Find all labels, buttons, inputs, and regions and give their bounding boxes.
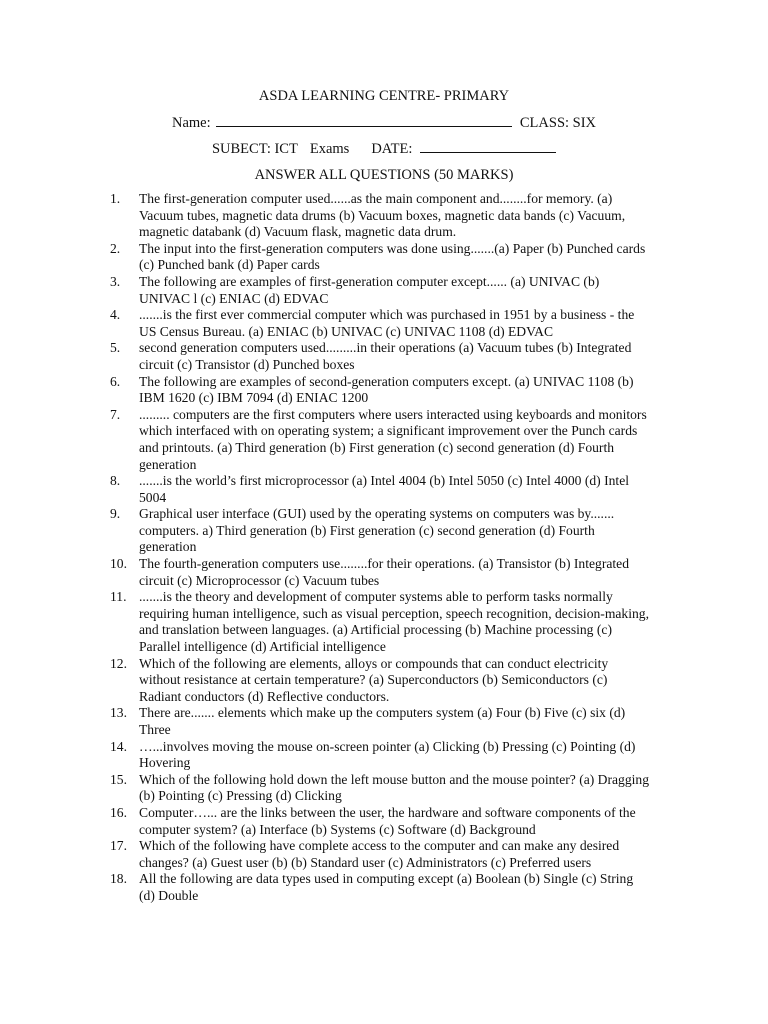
question-text-line: and translation between languages. (a) Artificial processing (b) Machine processing (c) bbox=[139, 622, 612, 638]
question-item bbox=[0, 871, 673, 904]
question-text-line: requiring human intelligence, such as visual perception, speech recognition, decision-making, bbox=[139, 605, 649, 621]
question-number: 1. bbox=[110, 191, 121, 206]
question-text-line: Graphical user interface (GUI) used by the operating systems on computers was by....... bbox=[139, 506, 615, 522]
question-number: 9. bbox=[110, 506, 121, 522]
question-item bbox=[0, 407, 673, 473]
question-text-line: All the following are data types used in computing except (a) Boolean (b) Single (c) String bbox=[139, 871, 634, 887]
question-text-line: ......... computers are the first computers where users interacted using keyboards and monitors bbox=[139, 406, 647, 422]
question-text-line: .......is the world’s first microprocessor (a) Intel 4004 (b) Intel 5050 (c) Intel 4000 (d) Intel bbox=[139, 473, 629, 489]
question-text-line: without resistance at certain temperature? (a) Superconductors (b) Semiconductors (c) bbox=[139, 672, 608, 688]
instructions: ANSWER ALL QUESTIONS (50 MARKS) bbox=[254, 167, 514, 183]
question-number: 3. bbox=[110, 273, 121, 289]
question-text-line: The input into the first-generation computers was done using.......(a) Paper (b) Punched cards bbox=[139, 240, 646, 256]
question-text-line: There are....... elements which make up the computers system (a) Four (b) Five (c) six (d) bbox=[139, 705, 626, 721]
question-text-line: Which of the following are elements, alloys or compounds that can conduct electricity bbox=[139, 655, 609, 671]
question-item bbox=[0, 274, 673, 307]
question-text-line: Computer…... are the links between the user, the hardware and software components of the bbox=[139, 804, 636, 820]
name-label: Name: bbox=[171, 115, 211, 131]
question-number: 15. bbox=[110, 771, 127, 787]
question-item bbox=[0, 772, 673, 805]
date-label: DATE: bbox=[371, 141, 413, 157]
question-text-line: (d) Double bbox=[139, 887, 199, 903]
subject-line bbox=[0, 139, 768, 158]
question-text-line: and printouts. (a) Third generation (b) First generation (c) second generation (d) Fourth bbox=[139, 439, 615, 455]
question-text-line: generation bbox=[139, 456, 197, 472]
question-number: 7. bbox=[110, 406, 121, 422]
question-text-line: Three bbox=[139, 722, 171, 737]
question-text-line: .......is the first ever commercial computer which was purchased in 1951 by a business - the bbox=[139, 307, 635, 323]
question-number: 2. bbox=[110, 240, 121, 256]
question-number: 5. bbox=[110, 340, 121, 356]
question-text-line: computers. a) Third generation (b) First generation (c) second generation (d) Fourth bbox=[139, 522, 595, 538]
question-text-line: (c) Punched bank (d) Paper cards bbox=[139, 257, 320, 273]
question-item bbox=[0, 705, 673, 738]
question-text-line: The fourth-generation computers use........for their operations. (a) Transistor (b) Integrated bbox=[139, 556, 629, 572]
question-item bbox=[0, 556, 673, 589]
document-title: ASDA LEARNING CENTRE- PRIMARY bbox=[258, 88, 510, 104]
question-number: 8. bbox=[110, 473, 121, 489]
question-item bbox=[0, 656, 673, 706]
question-number: 18. bbox=[110, 871, 127, 887]
question-text-line: magnetic databank (d) Vacuum flask, magnetic data drum. bbox=[139, 224, 457, 240]
question-item bbox=[0, 340, 673, 373]
name-line bbox=[0, 113, 768, 132]
question-text-line: Parallel intelligence (d) Artificial intelligence bbox=[139, 639, 386, 655]
question-text-line: .......is the theory and development of computer systems able to perform tasks normally bbox=[139, 589, 613, 605]
question-text-line: changes? (a) Guest user (b) (b) Standard user (c) Administrators (c) Preferred users bbox=[139, 854, 592, 870]
question-item bbox=[0, 473, 673, 506]
question-number: 14. bbox=[110, 738, 127, 754]
question-text-line: circuit (c) Microprocessor (c) Vacuum tubes bbox=[139, 572, 380, 588]
question-text-line: (b) Pointing (c) Pressing (d) Clicking bbox=[139, 788, 342, 804]
question-text-line: 5004 bbox=[139, 489, 167, 505]
question-item bbox=[0, 838, 673, 871]
question-item bbox=[0, 506, 673, 556]
question-text-line: Which of the following hold down the left mouse button and the mouse pointer? (a) Dragging bbox=[139, 771, 650, 787]
question-text-line: computer system? (a) Interface (b) Systems (c) Software (d) Background bbox=[139, 821, 536, 837]
question-text-line: …...involves moving the mouse on-screen pointer (a) Clicking (b) Pressing (c) Pointing (d) bbox=[139, 738, 636, 754]
question-text-line: circuit (c) Transistor (d) Punched boxes bbox=[139, 356, 355, 372]
question-item bbox=[0, 589, 673, 655]
question-number: 4. bbox=[110, 307, 121, 323]
subject-label: SUBECT: ICT bbox=[211, 141, 298, 157]
question-text-line: The following are examples of first-generation computer except...... (a) UNIVAC (b) bbox=[139, 273, 600, 289]
question-number: 17. bbox=[110, 838, 127, 854]
question-number: 12. bbox=[110, 655, 127, 671]
question-text-line: which interfaced with on operating system; a significant improvement over the Punch cards bbox=[139, 423, 638, 439]
question-number: 10. bbox=[110, 556, 127, 572]
question-text-line: The following are examples of second-generation computers except. (a) UNIVAC 1108 (b) bbox=[139, 373, 634, 389]
class-label: CLASS: SIX bbox=[519, 115, 597, 131]
question-text-line: Radiant conductors (d) Reflective conductors. bbox=[139, 688, 390, 704]
name-blank bbox=[216, 113, 512, 127]
question-number: 6. bbox=[110, 373, 121, 389]
question-item bbox=[0, 374, 673, 407]
question-number: 16. bbox=[110, 804, 127, 820]
question-number: 11. bbox=[110, 589, 127, 605]
question-text-line: US Census Bureau. (a) ENIAC (b) UNIVAC (c) UNIVAC 1108 (d) EDVAC bbox=[139, 323, 554, 339]
question-text-line: IBM 1620 (c) IBM 7094 (d) ENIAC 1200 bbox=[139, 390, 369, 406]
question-item bbox=[0, 805, 673, 838]
question-text-line: Hovering bbox=[139, 755, 191, 771]
question-item bbox=[0, 191, 673, 241]
question-text-line: Which of the following have complete access to the computer and can make any desired bbox=[139, 838, 620, 854]
question-text-line: UNIVAC l (c) ENIAC (d) EDVAC bbox=[139, 290, 329, 306]
question-text-line: second generation computers used.........in their operations (a) Vacuum tubes (b) Integrated bbox=[139, 340, 632, 356]
question-list bbox=[0, 191, 673, 905]
question-text-line: Vacuum tubes, magnetic data drums (b) Vacuum boxes, magnetic data bands (c) Vacuum, bbox=[139, 207, 626, 223]
question-item bbox=[0, 241, 673, 274]
question-item bbox=[0, 739, 673, 772]
question-item bbox=[0, 307, 673, 340]
exams-label: Exams bbox=[309, 141, 350, 157]
date-blank bbox=[420, 139, 556, 153]
question-text-line: The first-generation computer used......as the main component and........for memory. (a) bbox=[139, 191, 613, 206]
question-number: 13. bbox=[110, 705, 127, 721]
question-text-line: generation bbox=[139, 539, 197, 555]
